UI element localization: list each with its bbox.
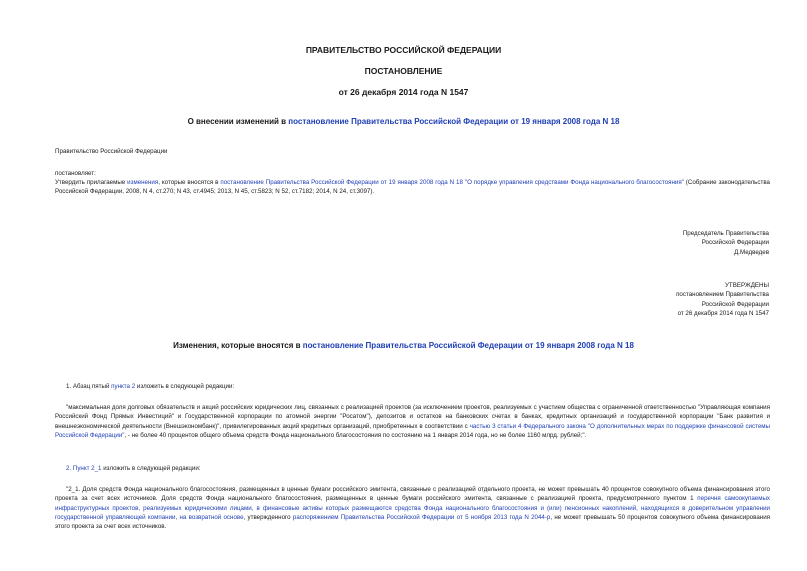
signature-block — [683, 229, 769, 257]
changes-title-text: Изменения, которые вносятся в — [173, 341, 303, 350]
decree-text-a: Утвердить прилагаемые — [55, 179, 128, 186]
document-date: от 26 декабря 2014 года N 1547 — [338, 87, 469, 97]
approval-status: УТВЕРЖДЕНЫ — [725, 282, 769, 289]
quote-2-text-c: , не может превышать 50 процентов совокупного объема финансирования этого проекта за счет всех источников. — [55, 513, 770, 531]
document-title-text: О внесении изменений в — [187, 117, 289, 126]
quote-1-text-b: , - не более 40 процентов общего объема средств Фонда национального благосостояния по состоянию на 1 января 2014 года, но не более 1160 млрд. рублей;". — [124, 431, 587, 439]
signature-name: Д.Медведев — [734, 248, 769, 256]
document-type: ПОСТАНОВЛЕНИЕ — [364, 66, 443, 76]
item-1-text-b: изложить в следующей редакции: — [135, 383, 235, 390]
preamble-decrees: постановляет: — [55, 170, 96, 177]
document-title — [0, 117, 807, 126]
resolution-link[interactable]: постановление Правительства Российской Федерации от 19 января 2008 года N 18 "О порядке управления средствами Фонда национального благосостояния" — [220, 179, 684, 186]
item-2-link[interactable]: 2. Пункт 2_1 — [66, 465, 102, 472]
quote-2-link-2[interactable]: распоряжением Правительства Российской Федерации от 5 ноября 2013 года N 2044-р — [292, 513, 551, 521]
approval-block — [676, 281, 769, 318]
quote-2-link-1[interactable]: перечня самоокупаемых инфраструктурных проектов, реализуемых юридическими лицами, в финансовые активы которых размещаются средства Фонда национального благосостояния и (или) пенсионных накоплений, находящихся в доверительном управлении государственной управляющей компании, на возвратной основе — [55, 495, 771, 521]
changes-title-link[interactable]: постановление Правительства Российской Федерации от 19 января 2008 года N 18 — [302, 341, 634, 350]
decree-text-b: , которые вносятся в — [158, 179, 221, 186]
government-heading: ПРАВИТЕЛЬСТВО РОССИЙСКОЙ ФЕДЕРАЦИИ — [305, 45, 502, 55]
quote-2-text-b: , утвержденного — [243, 513, 293, 521]
preamble-government: Правительство Российской Федерации — [55, 148, 168, 155]
item-2-text: изложить в следующей редакции: — [101, 465, 201, 472]
decree-text-c: (Собрание законодательства Российской Федерации, 2008, N 4, ст.270; N 43, ст.4945; 2013, N 45, ст.5823; N 52, ст.7182; 2014, N 24, ст.3097). — [55, 179, 770, 196]
signature-position: Председатель Правительства — [682, 230, 769, 237]
quote-1 — [55, 403, 770, 440]
item-1 — [66, 382, 234, 391]
quote-1-link[interactable]: частью 3 статьи 4 Федерального закона "О дополнительных мерах по поддержке финансовой системы Российской Федерации" — [55, 422, 771, 439]
approval-date: от 26 декабря 2014 года N 1547 — [677, 309, 769, 317]
approval-by: постановлением Правительства — [676, 291, 769, 299]
changes-link[interactable]: изменения — [127, 179, 159, 186]
quote-2 — [55, 485, 770, 531]
title-link[interactable]: постановление Правительства Российской Федерации от 19 января 2008 года N 18 — [288, 117, 620, 126]
item-1-text-a: 1. Абзац пятый — [66, 383, 112, 390]
item-2 — [66, 464, 201, 473]
item-1-link[interactable]: пункта 2 — [111, 383, 136, 390]
quote-1-text-a: "максимальная доля долговых обязательств и акций российских юридических лиц, связанных с реализацией проектов (за исключением проектов, реализуемых с участием общества с ограниченной ответственностью "Управляющая компания Российский Фонд Прямых Инвестиций" и Государственной корпорации по атомной энергии "Росатом"), депозитов и остатков на банковских счетах в банках, кредитных организаций и государственной корпорации "Банк развития и внешнеэкономической деятельности (Внешэкономбанк)", привилегированных акций кредитных организаций, приобретенных в соответствии с — [55, 404, 770, 430]
quote-2-text-a: "2_1. Доля средств Фонда национального благосостояния, размещенных в ценные бумаги российского эмитента, связанные с реализацией отдельного проекта, не может превышать 40 процентов совокупного объема финансирования этого проекта за счет всех источников. Доля средств Фонда национального благосостояния, размещенных в ценные бумаги российского эмитента, связанные с реализацией проекта, предусмотренного пунктом 1 — [55, 486, 770, 503]
changes-title — [0, 341, 807, 350]
signature-country: Российской Федерации — [701, 239, 769, 247]
approval-country: Российской Федерации — [701, 300, 769, 308]
decree-paragraph — [55, 178, 770, 197]
